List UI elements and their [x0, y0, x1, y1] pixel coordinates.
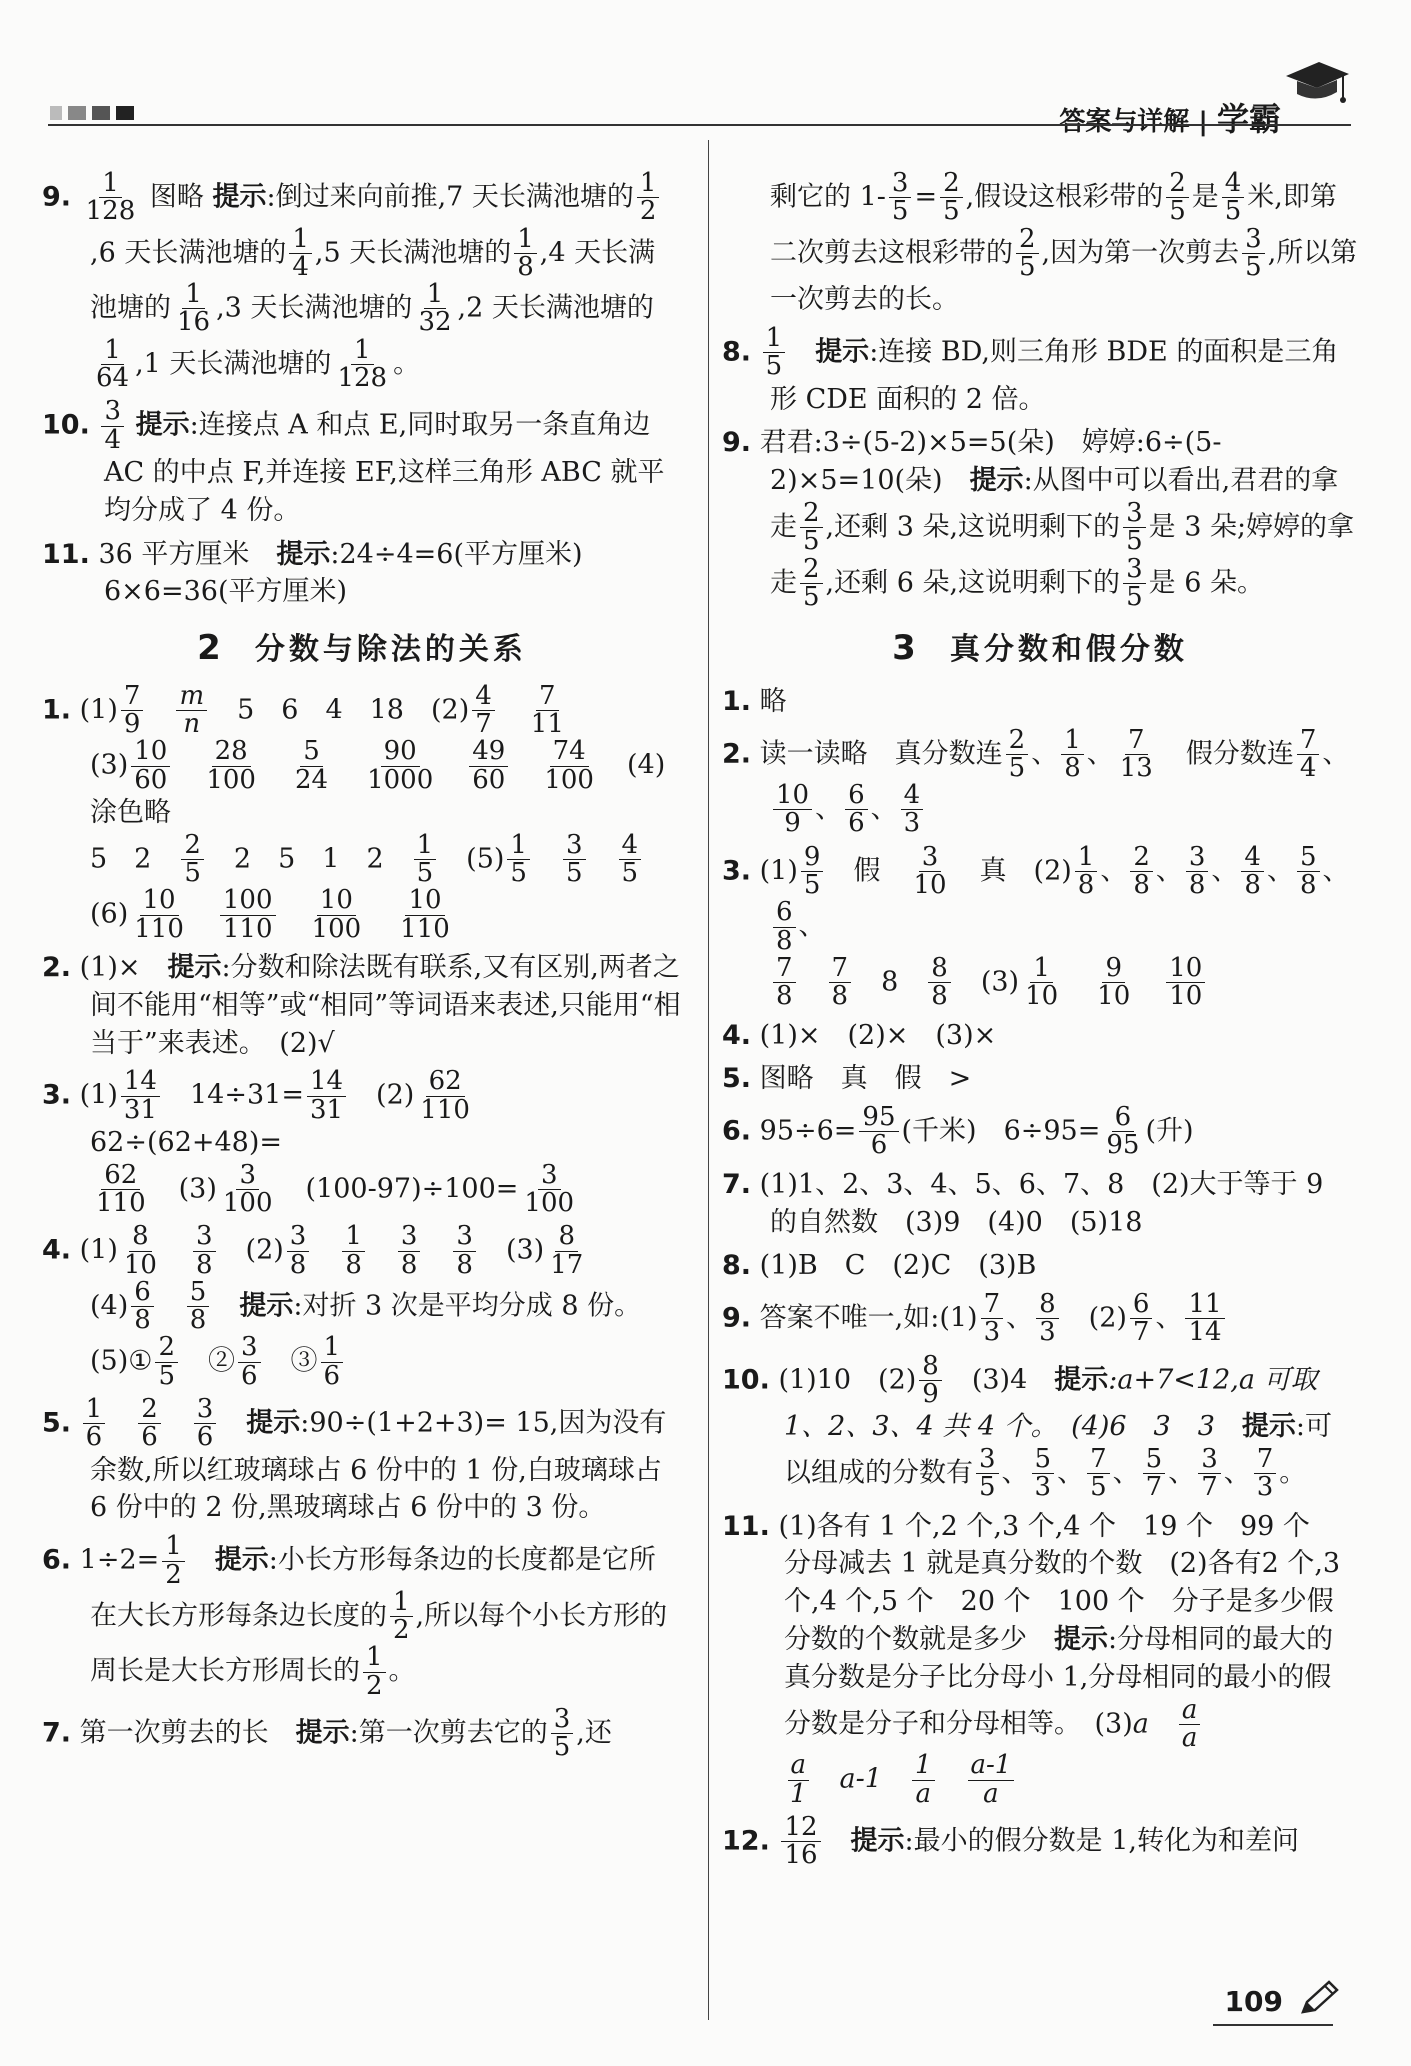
answer-item-8: 8. $\frac{1}{5}$ 提示:连接 BD,则三角形 BDE 的面积是三角形 CDE 面积的 2 倍。 [722, 322, 1339, 415]
pencil-icon [1297, 1978, 1341, 2018]
hint-label: 提示 [815, 336, 870, 368]
answer-item-s3-5: 5. 图略 真 假 > [722, 1063, 972, 1095]
header-decoration [50, 106, 134, 120]
page-header [0, 0, 1411, 140]
answer-item-s2-7: 7. 第一次剪去的长 提示:第一次剪去它的 $\frac{3}{5}$ ,还 [42, 1704, 612, 1763]
answer-item-s3-4: 4. (1)× (2)× (3)× [722, 1019, 997, 1051]
answer-item-s3-8: 8. (1)B C (2)C (3)B [722, 1250, 1037, 1282]
hint-label: 提示 [239, 1290, 294, 1322]
hint-label: 提示 [246, 1407, 301, 1439]
page-number: 109 [1224, 1985, 1283, 2018]
answer-item-11: 11. 36 平方厘米 提示:24÷4=6(平方厘米) 6×6=36(平方厘米) [42, 538, 610, 608]
answer-item-9: 9. $\frac{1}{128}$ 图略 提示:倒过来向前推,7 天长满池塘的 $\frac{1}{2}$ ,6 天长满池塘的 $\frac{1}{4}$ ,5 天长满池塘的 $\frac{1}{8}$ ,4 天长满池塘的 $\frac{1}{16}$ ,3 天长满池塘的 $\frac{1}{32}$ ,2 天长满池塘的 $\frac{1}{64}$ ,1 天长满池塘的 $\frac{1}{128}$ 。 [42, 170, 682, 392]
answer-item-s2-4: 4. (1) $\frac{8}{10}$ $\frac{3}{8}$ (2) $\frac{3}{8}$ $\frac{1}{8}$ $\frac{3}{8}$ $\frac{3}{8}$ (3) $\frac{8}{17}$ (4) $\frac{6}{8}$ $\frac{5}{8}$ 提示:对折 3 次是平均分成 8 份。 (5)① $\frac{2}{5}$ ② $\frac{3}{6}$ ③ $\frac{1}{6}$ [42, 1221, 642, 1391]
hint-label: 提示 [969, 465, 1024, 497]
hint-label: 提示 [1241, 1411, 1296, 1443]
answer-item-s2-1: 1. (1) $\frac{7}{9}$ $\frac{m}{n}$ 5 6 4 18 (2) $\frac{4}{7}$ $\frac{7}{11}$ (3) $\frac{10}{60}$ $\frac{28}{100}$ $\frac{5}{24}$ $\frac{90}{1000}$ $\frac{49}{60}$ $\frac{74}{100}$ (4)涂色略 5 2 $\frac{2}{5}$ 2 5 1 2 $\frac{1}{5}$ (5) $\frac{1}{5}$ $\frac{3}{5}$ $\frac{4}{5}$ (6) $\frac{10}{110}$ $\frac{100}{110}$ $\frac{10}{100}$ $\frac{10}{110}$ [42, 680, 666, 944]
answer-item-s2-3: 3. (1) $\frac{14}{31}$ 14÷31= $\frac{14}{31}$ (2) $\frac{62}{110}$ 62÷(62+48)= $\frac{62}{110}$ (3) $\frac{3}{100}$ (100-97)÷100= $\frac{3}{100}$ [42, 1066, 575, 1218]
answer-item-s3-2: 2. 读一读略 真分数连 $\frac{2}{5}$ 、 $\frac{1}{8}$ 、 $\frac{7}{13}$ 假分数连 $\frac{7}{4}$ 、 $\frac{10}{9}$ 、 $\frac{6}{6}$ 、 $\frac{4}{3}$ [722, 724, 1350, 839]
answer-item-s2-7-continued: 剩它的 1- $\frac{3}{5}$ = $\frac{2}{5}$ ,假设这根彩带的 $\frac{2}{5}$ 是 $\frac{4}{5}$ 米,即第二次剪去这根彩带的 $\frac{2}{5}$ ,因为第一次剪去 $\frac{3}{5}$ ,所以第一次剪去的长。 [770, 168, 1358, 316]
right-column [722, 170, 1358, 1875]
answer-item-s3-7: 7. (1)1、2、3、4、5、6、7、8 (2)大于等于 9 的自然数 (3)9 (4)0 (5)18 [722, 1168, 1324, 1238]
hint-label: 提示 [214, 1544, 269, 1576]
answer-item-s2-6: 6. 1÷2= $\frac{1}{2}$ 提示:小长方形每条边的长度都是它所在大长方形每条边长度的 $\frac{1}{2}$ ,所以每个小长方形的周长是大长方形周长的 $\frac{1}{2}$ 。 [42, 1531, 668, 1701]
answer-item-10: 10. $\frac{3}{4}$ 提示:连接点 A 和点 E,同时取另一条直角边 AC 的中点 F,并连接 EF,这样三角形 ABC 就平均分成了 4 份。 [42, 396, 665, 526]
fraction: $\frac{3}{4}$ [101, 398, 124, 454]
hint-label: 提示 [1054, 1624, 1108, 1656]
answer-item-s3-3: 3. (1) $\frac{9}{5}$ 假 $\frac{3}{10}$ 真 (2) $\frac{1}{8}$ 、 $\frac{2}{8}$ 、 $\frac{3}{8}$ 、 $\frac{4}{8}$ 、 $\frac{5}{8}$ 、 $\frac{6}{8}$ 、 $\frac{7}{8}$ $\frac{7}{8}$ 8 $\frac{8}{8}$ (3) $\frac{1}{10}$ $\frac{9}{10}$ $\frac{10}{10}$ [722, 841, 1350, 1012]
section-heading-2: 2 分数与除法的关系 [197, 628, 527, 669]
answer-item-s3-12: 12. $\frac{12}{16}$ 提示:最小的假分数是 1,转化为和差问 [722, 1811, 1299, 1871]
hint-label: 提示 [212, 181, 267, 213]
hint-label: 提示 [850, 1825, 905, 1857]
hint-label: 提示 [135, 409, 190, 441]
answer-item-s3-11: 11. (1)各有 1 个,2 个,3 个,4 个 19 个 99 个 分母减去 1 就是真分数的个数 (2)各有2 个,3 个,4 个,5 个 20 个 100 个 分子是多少假分数的个数就是多少 提示:分母相同的最大的真分数是分子比分母小 1,分母相同的最小的假分数是分子和分母相等。 (3)a $\frac{a}{a}$ $\frac{a}{1}$ a-1 $\frac{1}{a}$ $\frac{a-1}{a}$ [722, 1510, 1341, 1809]
hint-label: 提示 [167, 951, 222, 983]
answer-item-s3-9: 9. 答案不唯一,如:(1) $\frac{7}{3}$ 、 $\frac{8}{3}$ (2) $\frac{6}{7}$ 、 $\frac{11}{14}$ [722, 1291, 1358, 1347]
answer-item-s3-1: 1. 略 [722, 685, 787, 717]
answer-item-9-right: 9. 君君:3÷(5-2)×5=5(朵) 婷婷:6÷(5-2)×5=10(朵) 提示:从图中可以看出,君君的拿走 $\frac{2}{5}$ ,还剩 3 朵,这说明剩下的 $\frac{3}{5}$ 是 3 朵;婷婷的拿走 $\frac{2}{5}$ ,还剩 6 朵,这说明剩下的 $\frac{3}{5}$ 是 6 朵。 [722, 427, 1355, 612]
answer-item-s2-5: 5. $\frac{1}{6}$ $\frac{2}{6}$ $\frac{3}{6}$ 提示:90÷(1+2+3)= 15,因为没有余数,所以红玻璃球占 6 份中的 1 份,白玻璃球占 6 份中的 2 份,黑玻璃球占 6 份中的 3 份。 [42, 1394, 667, 1524]
section-heading-3: 3 真分数和假分数 [892, 628, 1188, 669]
column-divider [708, 140, 709, 2020]
answer-item-s2-2: 2. (1)× 提示:分数和除法既有联系,又有区别,两者之间不能用“相等”或“相同”等词语来表述,只能用“相当于”来表述。 (2)√ [42, 951, 681, 1059]
header-title: 答案与详解 | 学霸 [1059, 100, 1281, 138]
answer-item-s3-10: 10. (1)10 (2) $\frac{8}{9}$ (3)4 提示:a+7<12,a 可取 1、2、3、4 共 4 个。 (4)6 3 3 提示:可以组成的分数有 $\frac{3}{5}$ 、 $\frac{5}{3}$ 、 $\frac{7}{5}$ 、 $\frac{5}{7}$ 、 $\frac{3}{7}$ 、 $\frac{7}{3}$ 。 [722, 1350, 1333, 1503]
hint-label: 提示 [276, 538, 331, 570]
answer-item-s3-6: 6. 95÷6= $\frac{95}{6}$ (千米) 6÷95= $\frac{6}{95}$ (升) [722, 1102, 1194, 1161]
hint-label: 提示 [295, 1717, 350, 1749]
hint-label: 提示 [1054, 1363, 1109, 1395]
left-column [42, 170, 682, 1768]
footer-rule [1213, 2024, 1333, 2026]
header-rule [48, 124, 1351, 126]
graduation-cap-icon [1281, 56, 1351, 116]
fraction: $\frac{1}{128}$ [85, 168, 136, 227]
